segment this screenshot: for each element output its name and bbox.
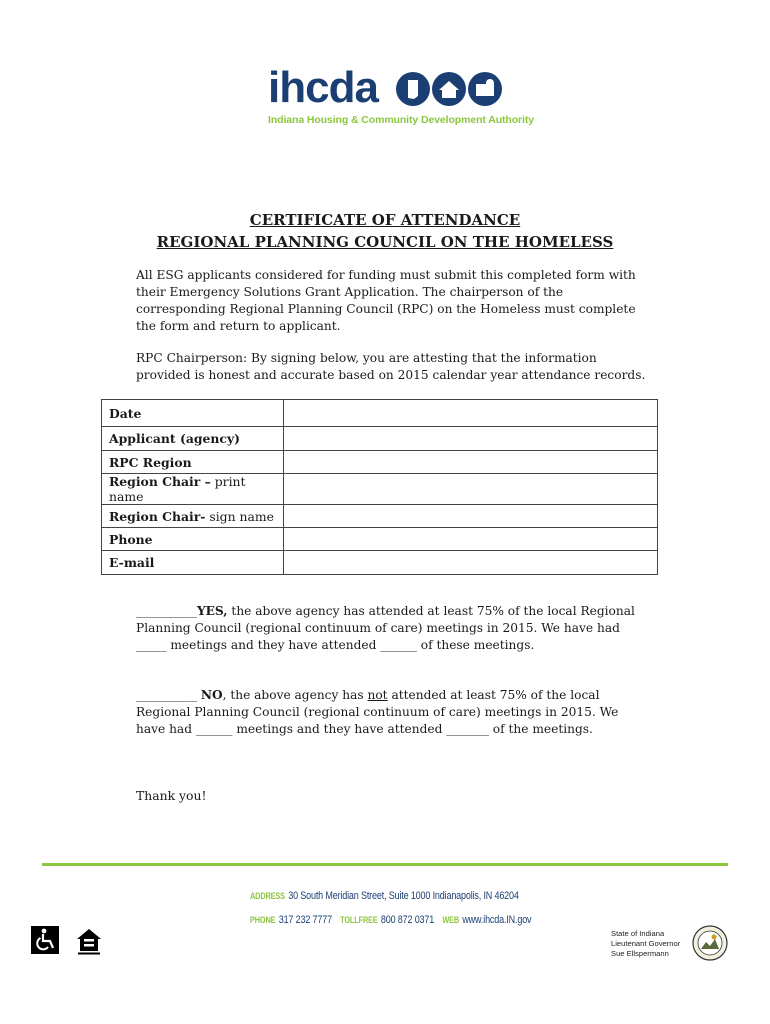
- chair-print-label: Region Chair –: [109, 474, 211, 489]
- state-line-1: State of Indiana: [611, 929, 665, 938]
- address-key: ADDRESS: [250, 891, 285, 901]
- phone-text: 317 232 7777: [278, 914, 332, 926]
- state-of-indiana-text: [611, 929, 680, 959]
- phone-key: PHONE: [250, 915, 276, 925]
- email-label: E-mail: [109, 555, 155, 570]
- footer-address: [250, 890, 519, 902]
- yes-text: the above agency has attended at least 75% of the local Regional Planning Council (regional continuum of care) meetings in 2015. We have had _____ meetings and they have attended ______ of these meetings.: [136, 604, 635, 652]
- chair-print-field[interactable]: [284, 474, 658, 505]
- attest-paragraph: RPC Chairperson: By signing below, you are attesting that the information provided is honest and accurate based on 2015 calendar year attendance records.: [136, 351, 646, 382]
- info-table: [101, 399, 658, 575]
- logo-icons: [396, 72, 502, 106]
- page-subtitle: REGIONAL PLANNING COUNCIL ON THE HOMELESS: [156, 233, 614, 251]
- no-option: [136, 687, 646, 738]
- page-title: CERTIFICATE OF ATTENDANCE: [249, 211, 521, 229]
- logo-tagline: Indiana Housing & Community Development Authority: [268, 114, 534, 126]
- thank-you-text: Thank you!: [136, 788, 207, 803]
- table-row: [102, 427, 658, 451]
- date-label: Date: [109, 405, 142, 421]
- phone-label: Phone: [109, 531, 153, 547]
- yes-option: [136, 603, 646, 654]
- date-field[interactable]: [284, 400, 658, 427]
- chair-print-label-rest: print name: [109, 474, 246, 504]
- footer-contact: [250, 914, 531, 926]
- state-line-2: Lieutenant Governor: [611, 939, 681, 948]
- chair-sign-field[interactable]: [284, 505, 658, 528]
- equal-housing-icon: [74, 926, 104, 956]
- no-label: NO: [200, 688, 223, 702]
- phone-field[interactable]: [284, 528, 658, 551]
- table-row: [102, 451, 658, 474]
- chair-sign-label: Region Chair-: [109, 508, 206, 524]
- indiana-state-icon: [396, 72, 430, 106]
- no-text-b: attended at least 75% of the local Regional Planning Council (regional continuum of care) meetings in 2015. We have had ______ meetings and they have attended _______ of the meetings.: [136, 688, 619, 736]
- tollfree-key: TOLLFREE: [340, 915, 378, 925]
- applicant-field[interactable]: [284, 427, 658, 451]
- house-icon: [432, 72, 466, 106]
- community-icon: [468, 72, 502, 106]
- chair-sign-label-rest: sign name: [205, 508, 274, 524]
- state-line-3: Sue Ellspermann: [611, 949, 669, 958]
- logo-wordmark: ihcda: [268, 63, 378, 112]
- state-seal-icon: [692, 925, 728, 961]
- web-link[interactable]: www.ihcda.IN.gov: [462, 914, 532, 926]
- address-text: 30 South Meridian Street, Suite 1000 Indianapolis, IN 46204: [288, 890, 519, 902]
- tollfree-text: 800 872 0371: [380, 914, 435, 926]
- table-row: [102, 474, 658, 505]
- table-row: [102, 551, 658, 575]
- ihcda-logo: [268, 63, 534, 132]
- region-label: RPC Region: [109, 454, 192, 470]
- table-row: [102, 505, 658, 528]
- no-blank[interactable]: __________: [136, 688, 201, 702]
- web-key: WEB: [442, 915, 460, 925]
- yes-blank[interactable]: __________: [136, 604, 197, 618]
- no-text-a: , the above agency has: [222, 688, 368, 702]
- email-field[interactable]: [284, 551, 658, 575]
- table-row: [102, 400, 658, 427]
- intro-paragraph: All ESG applicants considered for funding must submit this completed form with their Emergency Solutions Grant Application. The chairperson of the corresponding Regional Planning Council (RPC) on the Homeless must complete the form and return to applicant.: [136, 268, 636, 333]
- applicant-label: Applicant (agency): [109, 431, 241, 446]
- wheelchair-accessible-icon: [31, 926, 59, 954]
- no-underlined: not: [367, 688, 388, 702]
- region-field[interactable]: [284, 451, 658, 474]
- table-row: [102, 528, 658, 551]
- yes-label: YES,: [196, 604, 228, 618]
- footer-divider: [42, 863, 728, 866]
